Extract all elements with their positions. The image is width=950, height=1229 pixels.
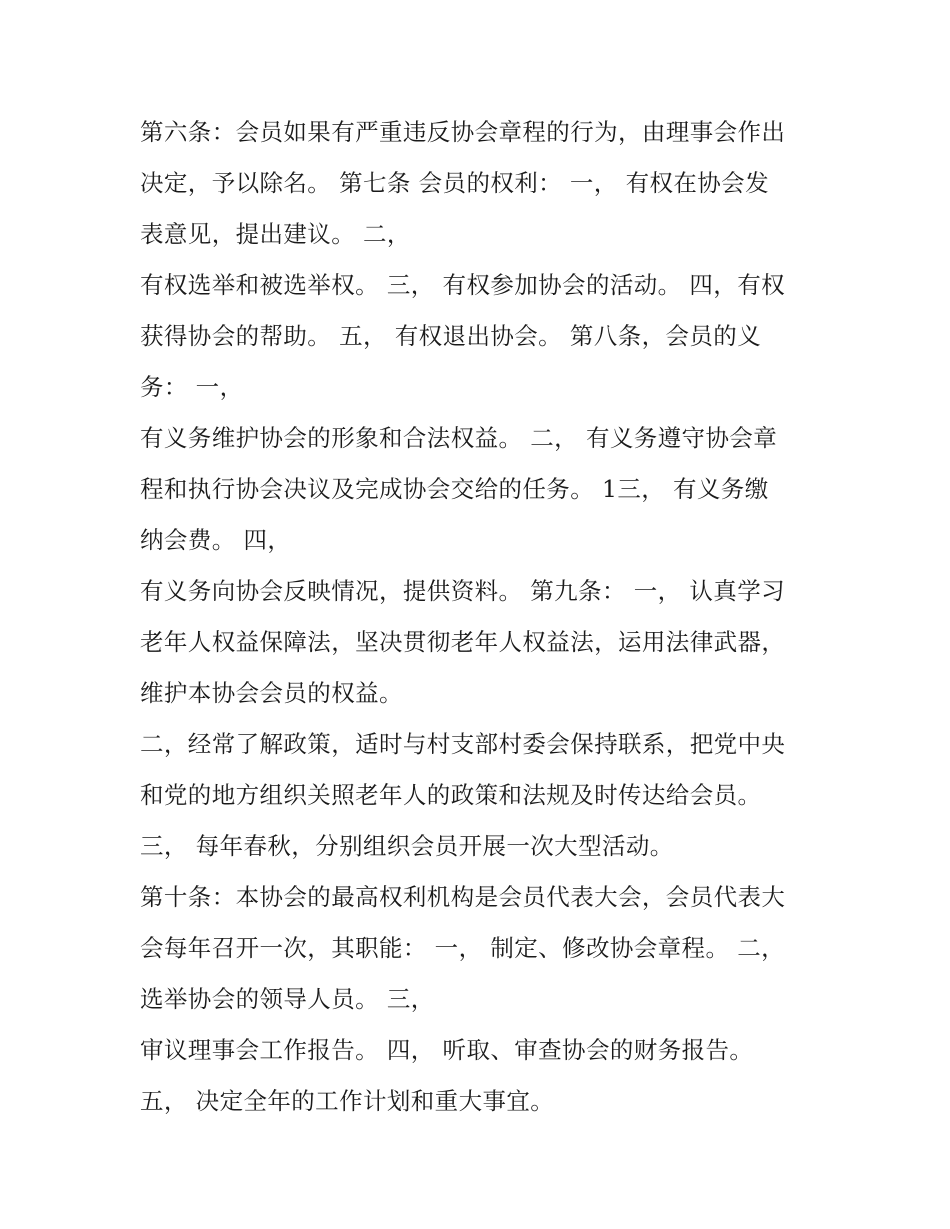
- text-line: 获得协会的帮助。 五， 有权退出协会。 第八条，会员的义: [140, 322, 762, 350]
- text-line: 和党的地方组织关照老年人的政策和法规及时传达给会员。: [140, 781, 762, 809]
- text-line: 选举协会的领导人员。 三，: [140, 985, 435, 1013]
- text-line: 三， 每年春秋，分别组织会员开展一次大型活动。: [140, 832, 674, 860]
- text-line: 五， 决定全年的工作计划和重大事宜。: [140, 1087, 555, 1115]
- text-line: 第十条：本协会的最高权利机构是会员代表大会，会员代表大: [140, 883, 786, 911]
- text-line: 程和执行协会决议及完成协会交给的任务。 1三， 有义务缴: [140, 475, 769, 503]
- text-line: 第六条：会员如果有严重违反协会章程的行为，由理事会作出: [140, 118, 786, 146]
- text-line: 纳会费。 四，: [140, 526, 292, 554]
- text-line: 老年人权益保障法，坚决贯彻老年人权益法，运用法律武器，: [140, 628, 786, 656]
- text-line: 有义务维护协会的形象和合法权益。 二， 有义务遵守协会章: [140, 424, 778, 452]
- text-line: 务： 一，: [140, 373, 244, 401]
- text-line: 审议理事会工作报告。 四， 听取、审查协会的财务报告。: [140, 1036, 754, 1064]
- text-line: 决定，予以除名。 第七条 会员的权利： 一， 有权在协会发: [140, 169, 769, 197]
- text-line: 会每年召开一次，其职能： 一， 制定、修改协会章程。 二，: [140, 934, 786, 962]
- text-line: 二，经常了解政策，适时与村支部村委会保持联系，把党中央: [140, 730, 786, 758]
- text-line: 表意见，提出建议。 二，: [140, 220, 411, 248]
- text-line: 有义务向协会反映情况，提供资料。 第九条： 一， 认真学习: [140, 577, 786, 605]
- document-body: [140, 107, 830, 1127]
- text-line: 有权选举和被选举权。 三， 有权参加协会的活动。 四，有权: [140, 271, 786, 299]
- text-line: 维护本协会会员的权益。: [140, 679, 403, 707]
